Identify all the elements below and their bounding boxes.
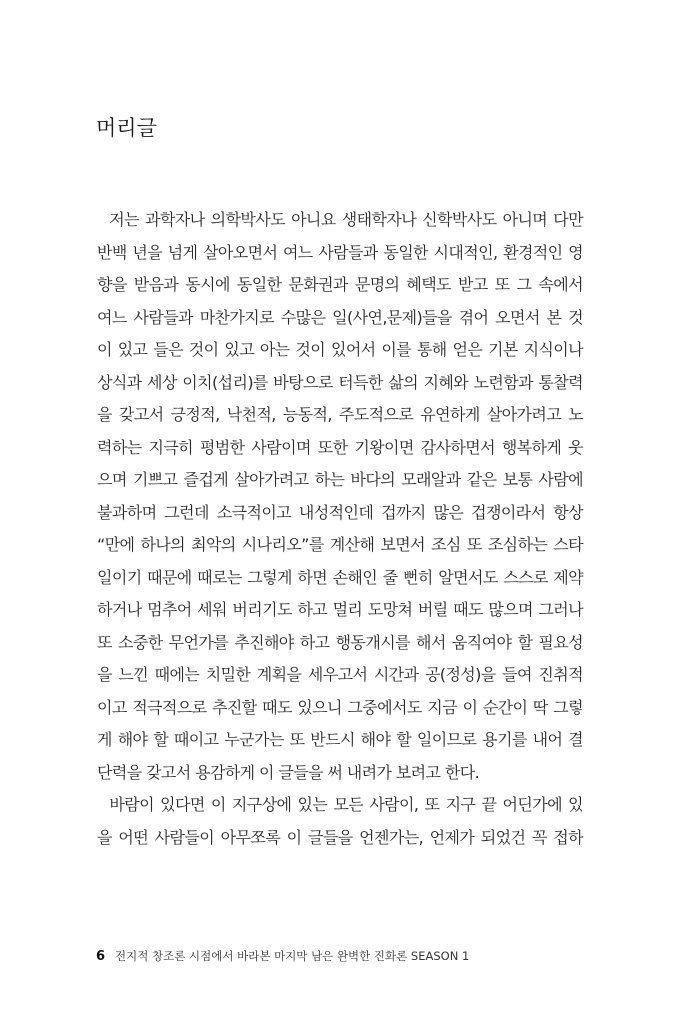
text-line: 향을 받음과 동시에 동일한 문화권과 문명의 혜택도 받고 또 그 속에서 (97, 275, 583, 294)
page-number: 6 (96, 949, 106, 964)
text-line: 이고 적극적으로 추진할 때도 있으니 그중에서도 지금 이 순간이 딱 그렇 (97, 697, 583, 717)
text-line: 일이기 때문에 때로는 그렇게 하면 손해인 줄 뻔히 알면서도 스스로 제약 (97, 567, 583, 587)
page-footer (96, 948, 469, 964)
text-line: 으며 기쁘고 즐겁게 살아가려고 하는 바다의 모래알과 같은 보통 사람에 (97, 470, 583, 489)
text-line: 저는 과학자나 의학박사도 아니요 생태학자나 신학박사도 아니며 다만 (97, 210, 583, 229)
text-line: 단력을 갖고서 용감하게 이 글들을 써 내려가 보려고 한다. (97, 762, 480, 782)
page-title: 머리글 (96, 116, 157, 140)
text-line: 여느 사람들과 마찬가지로 수많은 일(사연,문제)들을 겪어 오면서 본 것 (97, 307, 583, 327)
body-text (97, 204, 583, 854)
text-line: 상식과 세상 이치(섭리)를 바탕으로 터득한 삶의 지혜와 노련함과 통찰력 (97, 372, 583, 392)
text-line: 반백 년을 넘게 살아오면서 여느 사람들과 동일한 시대적인, 환경적인 영 (97, 242, 583, 262)
text-line: 하거나 멈추어 세워 버리기도 하고 멀리 도망쳐 버릴 때도 많으며 그러나 (97, 600, 583, 619)
text-line: 불과하며 그런데 소극적이고 내성적인데 겁까지 많은 겁쟁이라서 항상 (97, 502, 583, 522)
text-line: 을 느낀 때에는 치밀한 계획을 세우고서 시간과 공(정성)을 들여 진취적 (97, 665, 583, 684)
book-title: 전지적 창조론 시점에서 바라본 마지막 남은 완벽한 진화론 SEASON 1 (115, 949, 470, 963)
text-line: 을 어떤 사람들이 아무쪼록 이 글들을 언젠가는, 언제가 되었건 꼭 접하 (97, 827, 583, 847)
text-line: 게 해야 할 때이고 누군가는 또 반드시 해야 할 일이므로 용기를 내어 결 (97, 730, 583, 749)
text-line: 력하는 지극히 평범한 사람이며 또한 기왕이면 감사하면서 행복하게 웃 (97, 437, 583, 457)
text-line: 또 소중한 무언가를 추진해야 하고 행동개시를 해서 움직여야 할 필요성 (97, 632, 583, 652)
text-line: 을 갖고서 긍정적, 낙천적, 능동적, 주도적으로 유연하게 살아가려고 노 (97, 405, 583, 424)
text-line: 이 있고 들은 것이 있고 아는 것이 있어서 이를 통해 얻은 기본 지식이나 (97, 340, 583, 359)
text-line: 바람이 있다면 이 지구상에 있는 모든 사람이, 또 지구 끝 어딘가에 있 (97, 795, 583, 814)
text-line: “만에 하나의 최악의 시나리오”를 계산해 보면서 조심 또 조심하는 스타 (97, 535, 583, 554)
